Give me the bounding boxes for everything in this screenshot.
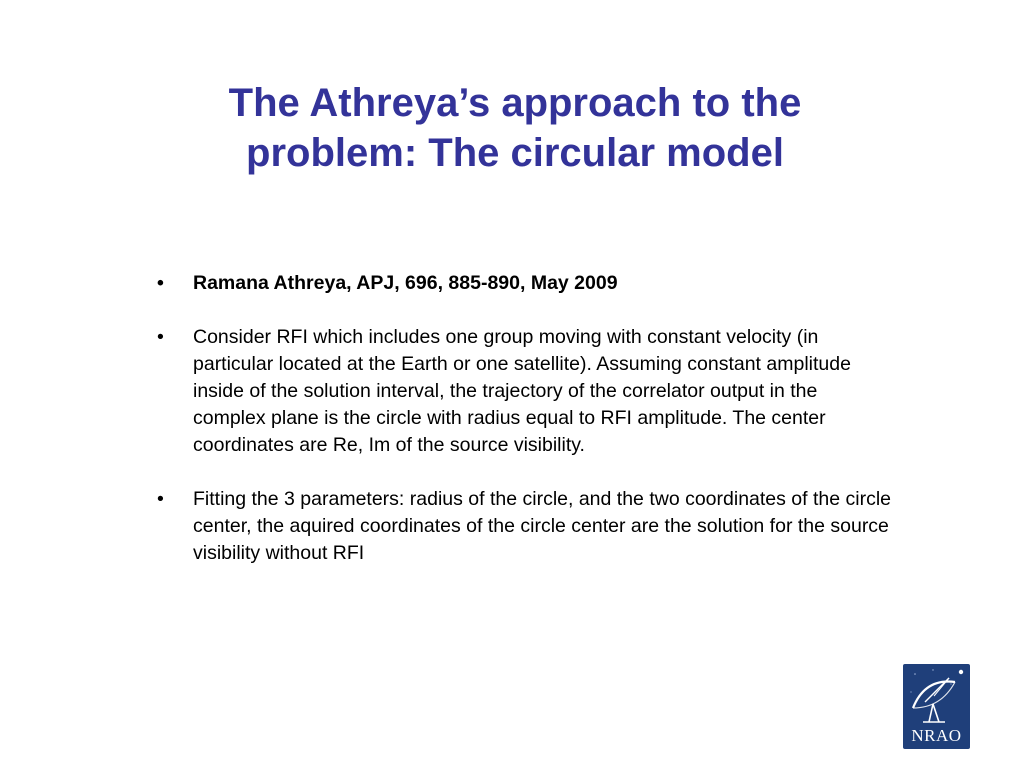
nrao-logo xyxy=(903,664,970,749)
logo-text: NRAO xyxy=(911,726,962,745)
nrao-telescope-icon xyxy=(903,664,970,726)
bullet-text: Fitting the 3 parameters: radius of the circle, and the two coordinates of the circle center, the aquired coordinates of the circle center are the solution for the source visibility without RFI xyxy=(193,488,892,564)
bullet-item-consider xyxy=(155,324,895,459)
bullet-list xyxy=(155,270,895,594)
bullet-marker: • xyxy=(157,272,164,294)
bullet-item-reference xyxy=(155,270,895,297)
bullet-item-fitting xyxy=(155,486,895,567)
bullet-text: Consider RFI which includes one group moving with constant velocity (in particular located at the Earth or one satellite). Assuming constant amplitude inside of the solution interval, the trajectory of the correlator output in the complex plane is the circle with radius equal to RFI amplitude. The center coordinates are Re, Im of the source visibility. xyxy=(193,326,851,456)
bullet-marker: • xyxy=(157,326,164,348)
bullet-text: Ramana Athreya, APJ, 696, 885-890, May 2009 xyxy=(193,272,618,294)
bullet-marker: • xyxy=(157,488,164,510)
slide-title: The Athreya’s approach to the problem: The circular model xyxy=(228,81,802,175)
